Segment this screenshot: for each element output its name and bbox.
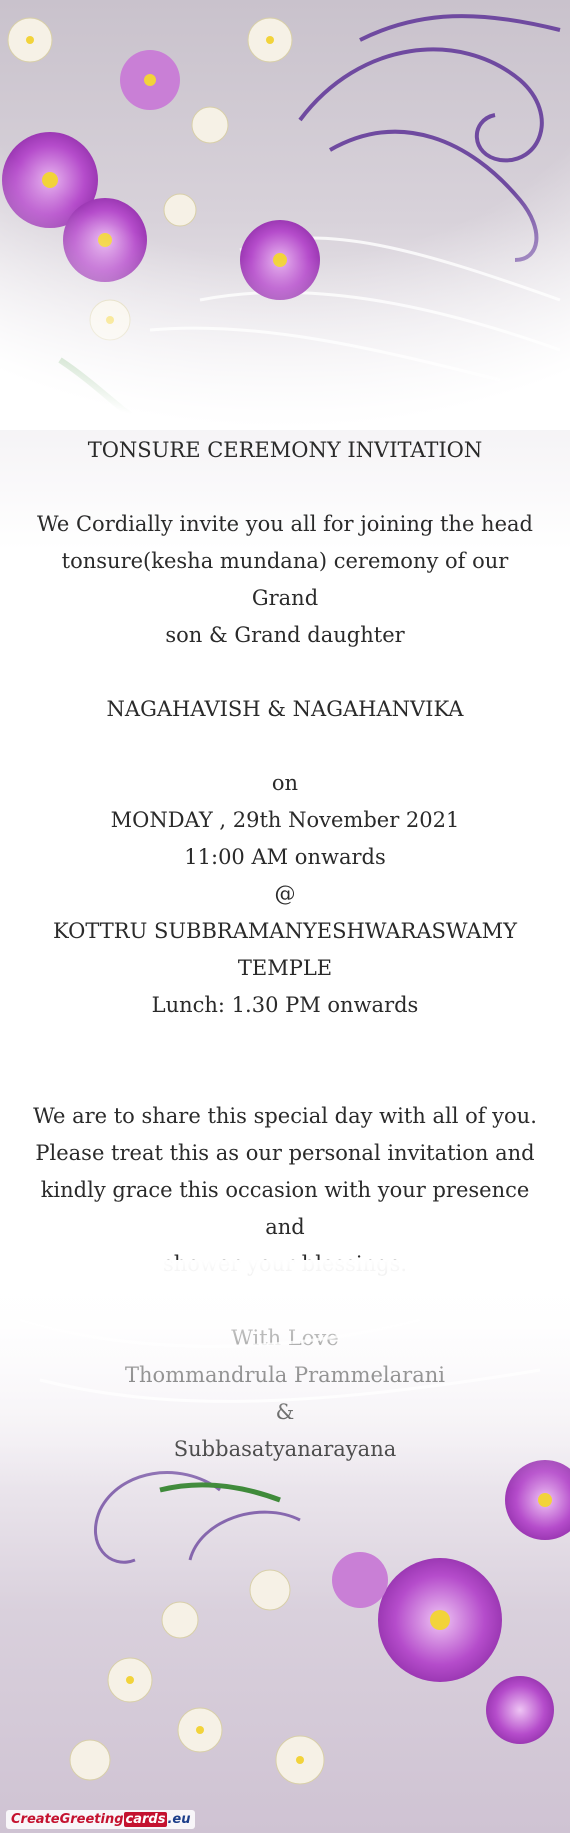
at-symbol: @ [274,882,296,906]
message-line-1: We are to share this special day with all of you. [33,1104,537,1128]
event-time: 11:00 AM onwards [184,845,386,869]
lunch-time: Lunch: 1.30 PM onwards [151,993,419,1017]
intro-line-3: son & Grand daughter [165,623,405,647]
message-line-3: kindly grace this occasion with your presence and [40,1178,530,1239]
intro-line-1: We Cordially invite you all for joining the head [37,512,533,536]
watermark-text-1: CreateGreeting [11,1812,124,1827]
event-date: MONDAY , 29th November 2021 [110,808,460,832]
venue-line-1: KOTTRU SUBBRAMANYESHWARASWAMY [53,919,517,943]
children-names: NAGAHAVISH & NAGAHANVIKA [106,697,464,721]
message-line-2: Please treat this as our personal invitation and [35,1141,535,1165]
watermark-text-2: cards [125,1812,166,1827]
top-floral-decoration [0,0,570,430]
watermark-text-3: .eu [167,1812,191,1827]
on-text: on [271,771,299,795]
watermark-logo[interactable] [6,1810,195,1829]
intro-line-2: tonsure(kesha mundana) ceremony of our Grand [61,549,509,610]
bottom-floral-decoration [0,1260,570,1833]
invitation-title: TONSURE CEREMONY INVITATION [87,438,483,462]
venue-line-2: TEMPLE [237,956,333,980]
